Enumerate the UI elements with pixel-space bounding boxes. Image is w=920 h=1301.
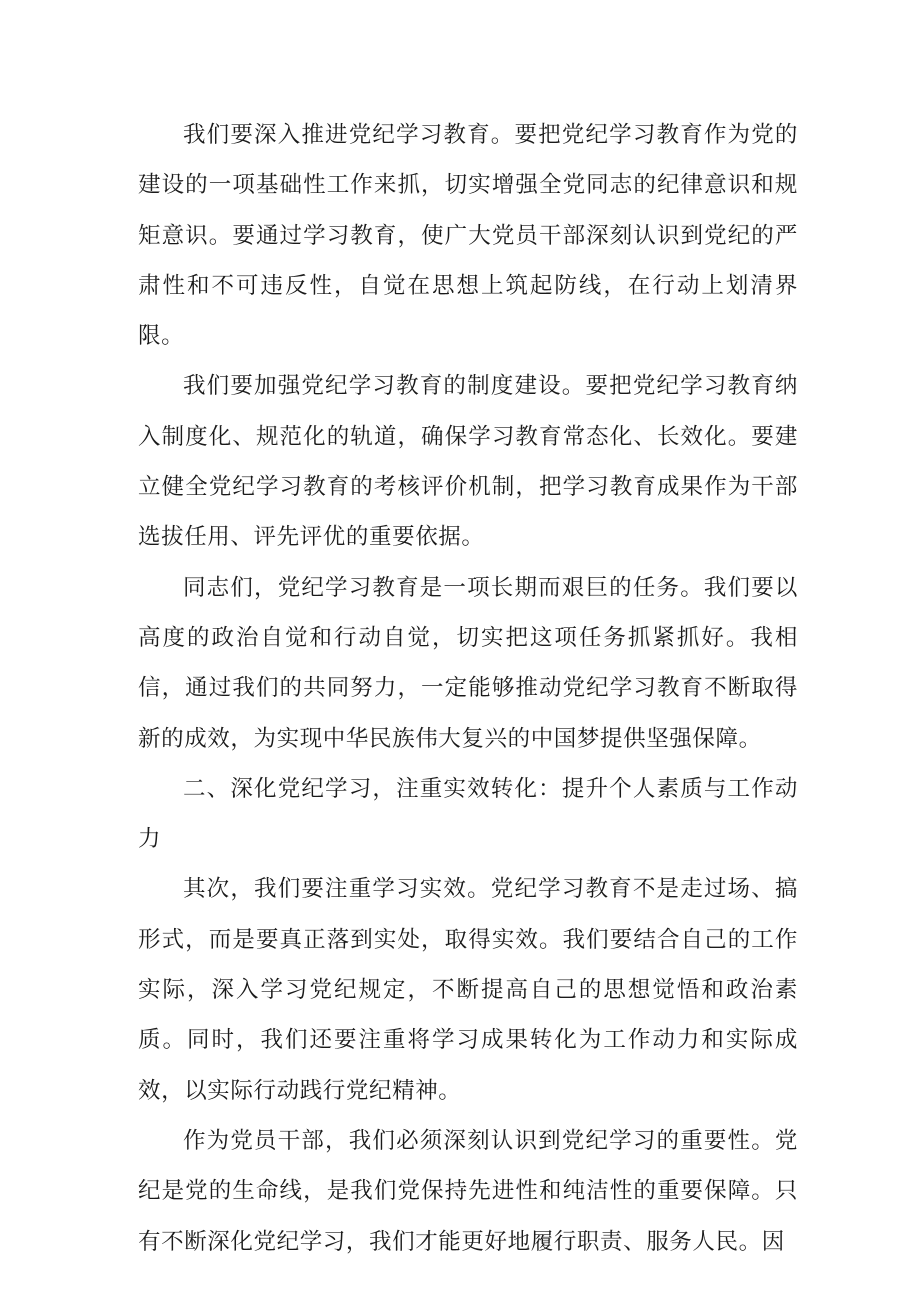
paragraph-1: 我们要深入推进党纪学习教育。要把党纪学习教育作为党的建设的一项基础性工作来抓，切实增强全党同志的纪律意识和规矩意识。要通过学习教育，使广大党员干部深刻认识到党纪的严肃性和不可违反性，自觉在思想上筑起防线，在行动上划清界限。 [138,122,798,350]
document-body [138,110,798,1267]
paragraph-4: 其次，我们要注重学习实效。党纪学习教育不是走过场、搞形式，而是要真正落到实处，取得实效。我们要结合自己的工作实际，深入学习党纪规定，不断提高自己的思想觉悟和政治素质。同时，我们还要注重将学习成果转化为工作动力和实际成效，以实际行动践行党纪精神。 [138,876,798,1104]
paragraph-2: 我们要加强党纪学习教育的制度建设。要把党纪学习教育纳入制度化、规范化的轨道，确保学习教育常态化、长效化。要建立健全党纪学习教育的考核评价机制，把学习教育成果作为干部选拔任用、评先评优的重要依据。 [138,373,798,551]
paragraph-3: 同志们，党纪学习教育是一项长期而艰巨的任务。我们要以高度的政治自觉和行动自觉，切实把这项任务抓紧抓好。我相信，通过我们的共同努力，一定能够推动党纪学习教育不断取得新的成效，为实现中华民族伟大复兴的中国梦提供坚强保障。 [138,574,798,752]
paragraph-5: 作为党员干部，我们必须深刻认识到党纪学习的重要性。党纪是党的生命线，是我们党保持先进性和纯洁性的重要保障。只有不断深化党纪学习，我们才能更好地履行职责、服务人民。因 [138,1127,798,1255]
section-heading: 二、深化党纪学习，注重实效转化：提升个人素质与工作动力 [138,775,798,853]
